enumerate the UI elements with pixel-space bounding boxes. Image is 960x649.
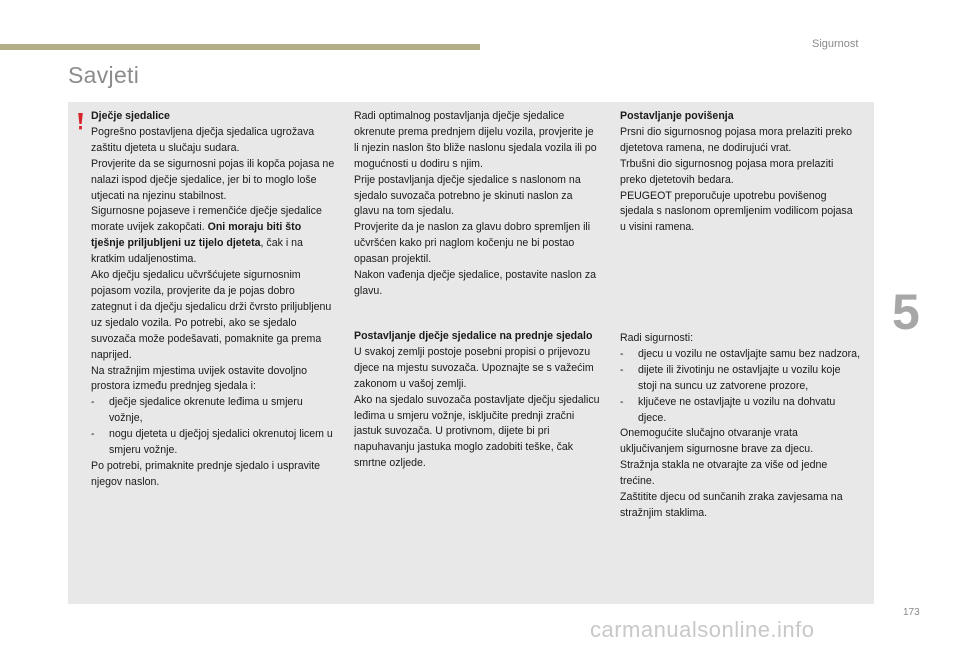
list-item: - dijete ili životinju ne ostavljajte u vozilu koje stoji na suncu uz zatvorene prozore, [620, 363, 841, 392]
paragraph: Po potrebi, primaknite prednje sjedalo i uspravite njegov naslon. [91, 459, 321, 488]
paragraph: Radi optimalnog postavljanja dječje sjedalice okrenute prema prednjem dijelu vozila, provjerite je li njezin naslon što bliže naslonu sjedala vozila ili po mogućnosti u dodiru s njim. [354, 110, 597, 170]
heading-child-seats: Dječje sjedalice [91, 110, 170, 122]
heading-booster: Postavljanje povišenja [620, 110, 734, 122]
paragraph: Ako na sjedalo suvozača postavljate dječju sjedalicu leđima u smjeru vožnje, isključite prednji zračni jastuk suvozača. U protivnom, dijete bi pri napuhavanju jastuka moglo zadobiti teške, čak smrtne ozljede. [354, 393, 600, 470]
page-number: 173 [903, 607, 920, 618]
paragraph-text: , čak i na kratkim udaljenostima. [91, 237, 303, 266]
paragraph: U svakoj zemlji postoje posebni propisi o prijevozu djece na mjestu suvozača. Upoznajte se s važećim zakonom u vašoj zemlji. [354, 345, 594, 390]
chapter-number: 5 [892, 284, 920, 340]
paragraph: Prije postavljanja dječje sjedalice s naslonom na sjedalo suvozača potrebno je skinuti naslon za glavu na tom sjedalu. [354, 173, 581, 218]
column-child-seats [91, 109, 335, 491]
section-label: Sigurnost [812, 38, 859, 50]
heading-front-seat: Postavljanje dječje sjedalice na prednje sjedalo [354, 330, 593, 342]
list-item: - ključeve ne ostavljajte u vozilu na dohvatu djece. [620, 395, 836, 424]
list-item: - nogu djeteta u dječjoj sjedalici okrenutoj licem u smjeru vožnje. [91, 428, 333, 457]
exclamation-mark-icon [76, 113, 85, 130]
paragraph: Provjerite da je naslon za glavu dobro spremljen ili učvršćen kako pri naglom kočenju ne bi postao opasan projektil. [354, 221, 591, 266]
paragraph: Onemogućite slučajno otvaranje vrata uključivanjem sigurnosne brave za djecu. [620, 427, 814, 456]
emphasis-text: Oni moraju biti što tješnje priljubljeni uz tijelo djeteta [91, 221, 302, 250]
paragraph-text: Sigurnosne pojaseve i remenčiće dječje sjedalice morate uvijek zakopčati. [91, 205, 322, 234]
paragraph: Na stražnjim mjestima uvijek ostavite dovoljno prostora između prednjeg sjedala i: [91, 364, 308, 393]
list-item: - djecu u vozilu ne ostavljajte samu bez nadzora, [620, 347, 861, 360]
paragraph: Zaštitite djecu od sunčanih zraka zavjesama na stražnjim staklima. [620, 491, 843, 519]
column-booster [620, 109, 860, 236]
paragraph: Nakon vađenja dječje sjedalice, postavite naslon za glavu. [354, 269, 597, 297]
header-bar [0, 44, 480, 50]
paragraph: Stražnja stakla ne otvarajte za više od jedne trećine. [620, 459, 828, 488]
paragraph: Pogrešno postavljena dječja sjedalica ugrožava zaštitu djeteta u slučaju sudara. [91, 125, 315, 154]
paragraph: Provjerite da se sigurnosni pojas ili kopča pojasa ne nalazi ispod dječje sjedalice, jer bi to moglo loše utjecati na njezinu stabilnost. [91, 157, 335, 202]
paragraph [91, 204, 335, 268]
column-seat-positioning [354, 109, 600, 300]
column-safety [620, 331, 860, 522]
paragraph: Ako dječju sjedalicu učvršćujete sigurnosnim pojasom vozila, provjerite da je pojas dobro zategnut i da dječju sjedalicu drži čvrsto priljubljenu uz sjedalo vozila. Po potrebi, ako se sjedalo suvozača može podešavati, pomaknite ga prema naprijed. [91, 269, 332, 361]
page-title: Savjeti [68, 62, 140, 88]
column-front-seat [354, 329, 600, 472]
paragraph: PEUGEOT preporučuje upotrebu povišenog sjedala s naslonom opremljenim vodilicom pojasa u visini ramena. [620, 189, 853, 234]
paragraph: Trbušni dio sigurnosnog pojasa mora prelaziti preko djetetovih bedara. [620, 157, 834, 186]
watermark: carmanualsonline.info [590, 617, 815, 642]
paragraph: Prsni dio sigurnosnog pojasa mora prelaziti preko djetetova ramena, ne dodirujući vrat. [620, 125, 853, 154]
paragraph: Radi sigurnosti: [620, 332, 694, 344]
list-item: - dječje sjedalice okrenute leđima u smjeru vožnje, [91, 396, 303, 425]
